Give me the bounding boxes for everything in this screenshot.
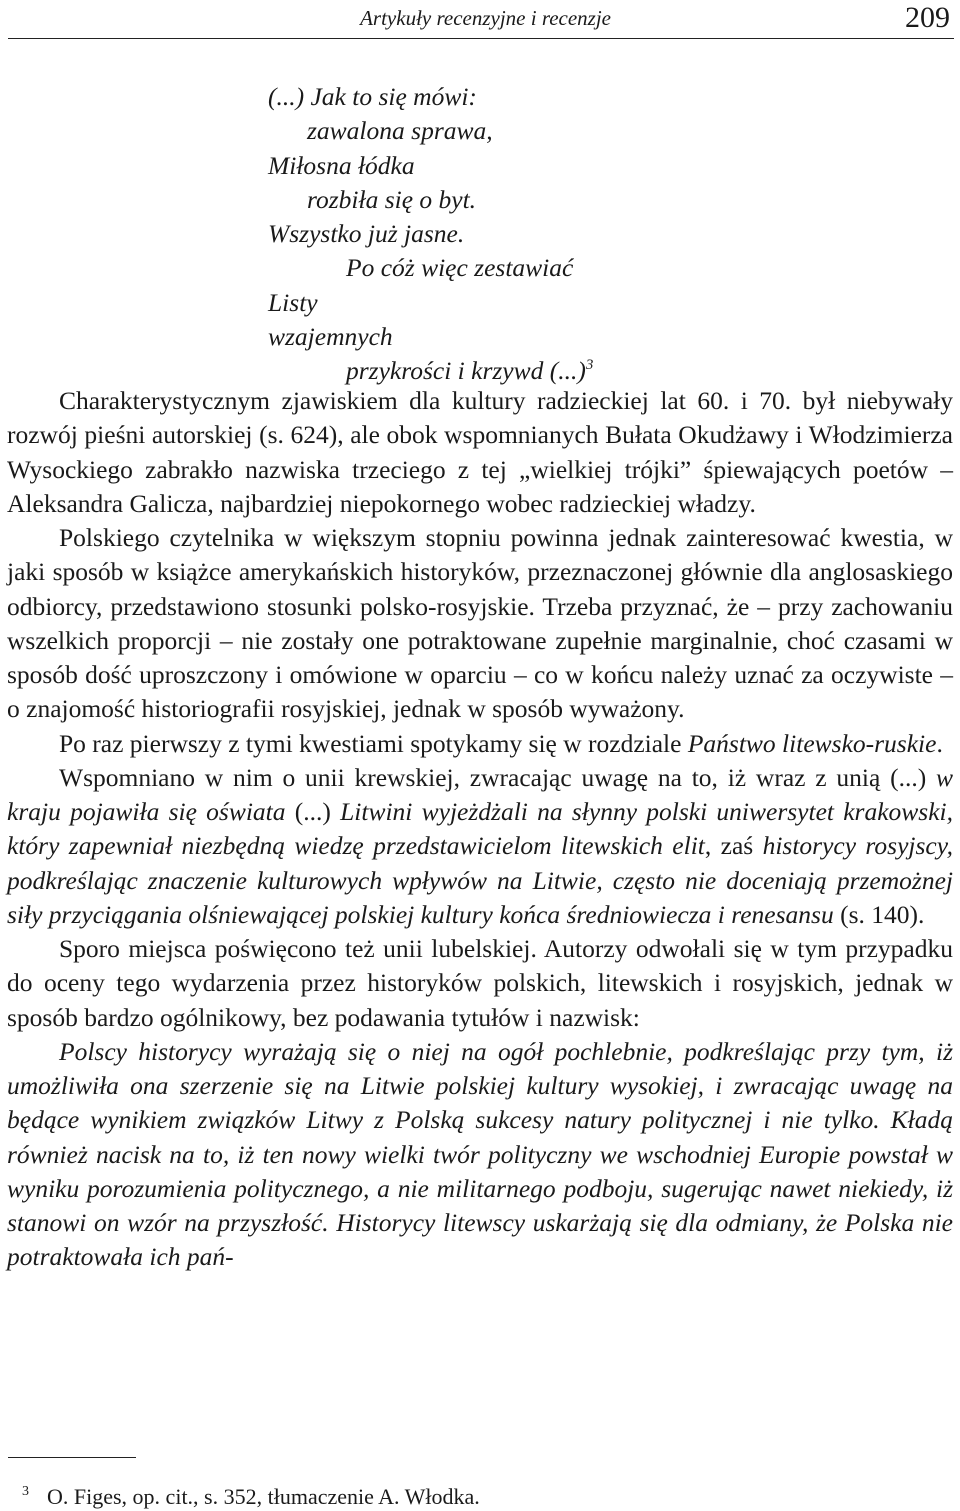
- paragraph-text: Wspomniano w nim o unii krewskiej, zwracając uwagę na to, iż wraz z unią (...): [59, 762, 936, 792]
- page-number: 209: [905, 1, 950, 34]
- quotation: w kraju pojawiła się oświata: [7, 762, 953, 826]
- paragraph: [7, 727, 953, 761]
- paragraph: Charakterystycznym zjawiskiem dla kultury radzieckiej lat 60. i 70. był niebywały rozwój pieśni autorskiej (s. 624), ale obok wspomnianych Bułata Okudżawy i Włodzimierza Wysockiego zabrakło nazwiska trzeciego z tej „wielkiej trójki” śpiewających poetów – Aleksandra Galicza, najbardziej niepokornego wobec radzieckiej władzy.: [7, 386, 953, 518]
- block-quotation: Polscy historycy wyrażają się o niej na ogół pochlebnie, podkreślając przy tym, iż umożliwiła ona szerzenie się na Litwie polskiej kultury wysokiej, i zwracając uwagę na będące wynikiem związków Litwy z Polską sukcesy natury politycznej i nie tylko. Kładą również nacisk na to, iż ten nowy wielki twór polityczny we wschodniej Europie powstał w wyniku porozumienia politycznego, a nie militarnego podboju, sugerując nawet niekiedy, iż stanowi on wzór na przyszłość. Historycy litewscy uskarżają się dla odmiany, że Polska nie potraktowała ich pań-: [7, 1036, 953, 1272]
- paragraph-text: (s. 140).: [833, 899, 925, 929]
- poem-line: zawalona sprawa,: [307, 116, 493, 146]
- footnote-reference[interactable]: 3: [585, 357, 594, 374]
- running-header: [8, 0, 954, 39]
- body-text: [7, 384, 953, 1275]
- footnote-rule: [8, 1457, 136, 1458]
- paragraph-text: .: [936, 728, 943, 758]
- paragraph-text: , zaś: [704, 831, 763, 861]
- footnote-text: O. Figes, op. cit., s. 352, tłumaczenie A. Włodka.: [47, 1484, 480, 1509]
- poem-line: wzajemnych: [268, 322, 393, 352]
- quotation: Litwini wyjeżdżali na słynny polski uniwersytet krakowski, który zapewniał niezbędną wiedzę przedstawicielom litewskich elit: [7, 797, 953, 861]
- poem-line: Wszystko już jasne.: [268, 219, 465, 249]
- poem-quotation: [268, 80, 593, 389]
- poem-line: rozbiła się o byt.: [307, 184, 477, 214]
- poem-line: (...) Jak to się mówi:: [268, 82, 477, 111]
- paragraph-text: Po raz pierwszy z tymi kwestiami spotykamy się w rozdziale: [59, 728, 688, 758]
- paragraph-text: (...): [285, 797, 341, 826]
- paragraph: Sporo miejsca poświęcono też unii lubelskiej. Autorzy odwołali się w tym przypadku do oceny tego wydarzenia przez historyków polskich, litewskich i rosyjskich, jednak w sposób bardzo ogólnikowy, bez podawania tytułów i nazwisk:: [7, 934, 953, 1032]
- paragraph: Polskiego czytelnika w większym stopniu powinna jednak zainteresować kwestia, w jaki sposób w książce amerykańskich historyków, przeznaczonej głównie dla anglosaskiego odbiorcy, przedstawiono stosunki polsko-rosyjskie. Trzeba przyznać, że – przy zachowaniu wszelkich proporcji – nie zostały one potraktowane zupełnie marginalnie, choć czasami w sposób dość uproszczony i omówione w oparciu – co w końcu należy uznać za oczywiste – o znajomość historiografii rosyjskiej, jednak w sposób wyważony.: [7, 523, 953, 724]
- running-title: Artykuły recenzyjne i recenzje: [360, 6, 611, 30]
- chapter-title: Państwo litewsko-ruskie: [687, 728, 937, 758]
- footnote: [22, 1478, 480, 1511]
- paragraph: [7, 761, 953, 932]
- poem-line: Po cóż więc zestawiać: [346, 253, 574, 283]
- poem-line-text: przykrości i krzywd (...): [346, 356, 586, 386]
- quotation: historycy rosyjscy, podkreślając znaczenie kulturowych wpływów na Litwie, często nie doceniają przemożnej siły przyciągania olśniewającej polskiej kultury końca średniowiecza i renesansu: [7, 831, 954, 929]
- poem-line: Listy: [268, 287, 318, 317]
- footnote-number: 3: [22, 1484, 29, 1499]
- poem-line: Miłosna łódka: [268, 150, 415, 180]
